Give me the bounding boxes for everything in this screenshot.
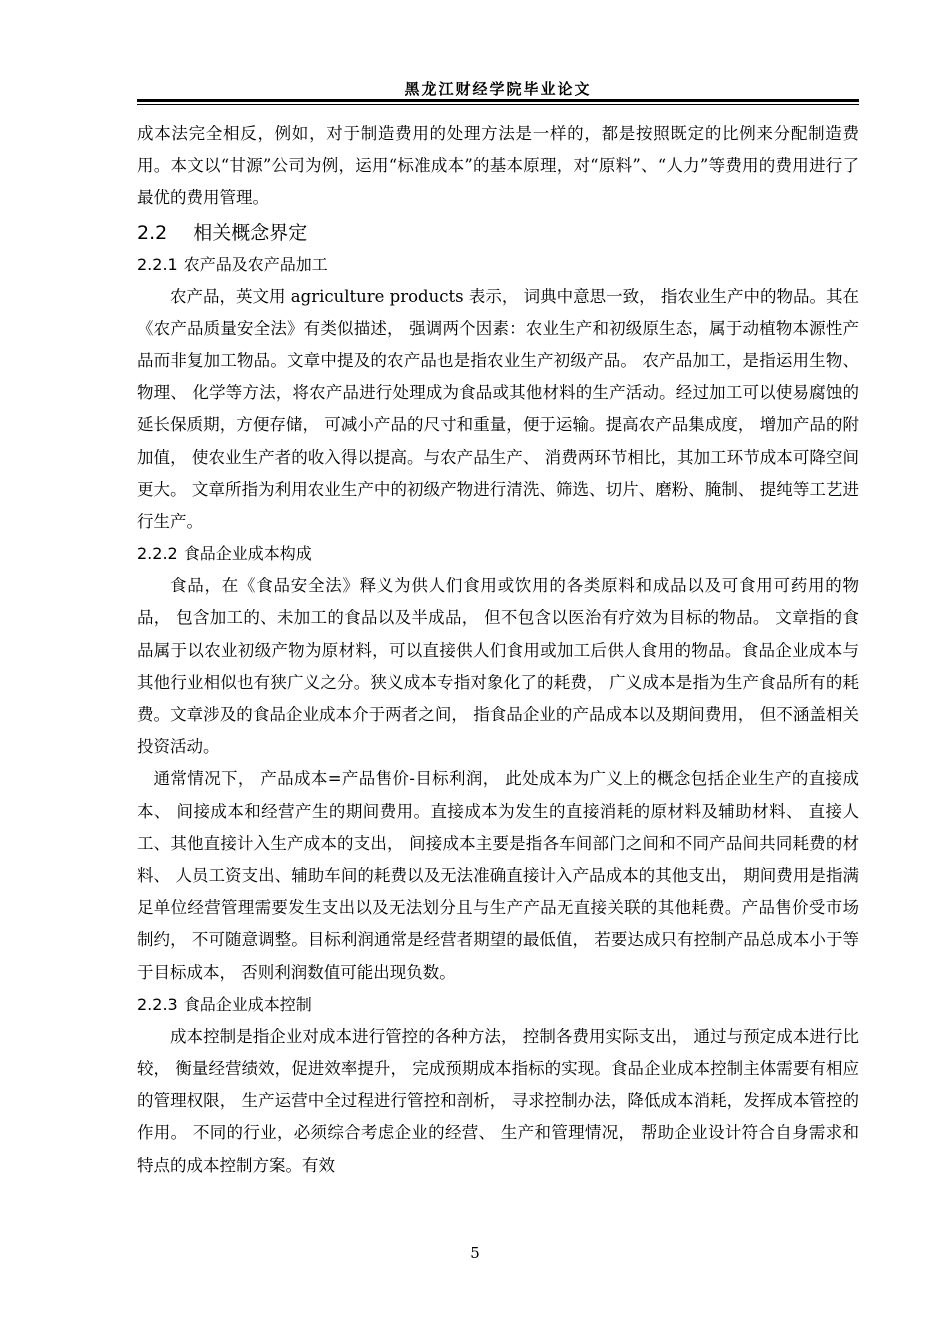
page-number: 5 [470,1244,480,1262]
subsection-number: 2.2.2 [137,544,178,564]
intro-paragraph: 成本法完全相反，例如，对于制造费用的处理方法是一样的，都是按照既定的比例来分配制造费用。本文以“甘源”公司为例，运用“标准成本”的基本原理，对“原料”、“人力”等费用的费用进行了最优的费用管理。 [137,124,859,208]
section-title: 相关概念界定 [193,221,308,244]
page-body [137,118,859,1182]
subsection-title: 食品企业成本构成 [183,544,312,564]
paragraph-agricultural-products: 农产品，英文用 agriculture products 表示， 词典中意思一致， 指农业生产中的物品。其在《农产品质量安全法》有类似描述， 强调两个因素：农业生产和初级原生态，属于动植物本源性产品而非复加工物品。文章中提及的农产品也是指农业生产初级产品。 农产品加工，是指运用生物、物理、 化学等方法，将农产品进行处理成为食品或其他材料的生产活动。经过加工可以使易腐蚀的延长保质期，方便存储， 可减小产品的尺寸和重量，便于运输。提高农产品集成度， 增加产品的附加值， 使农业生产者的收入得以提高。与农产品生产、 消费两环节相比，其加工环节成本可降空间更大。 文章所指为利用农业生产中的初级产物进行清洗、筛选、切片、磨粉、腌制、 提纯等工艺进行生产。 [137,286,859,532]
section-number: 2.2 [137,221,168,244]
subsection-heading-2-2-3 [137,989,859,1021]
subsection-heading-2-2-2 [137,538,859,570]
header-rule-thick [137,99,859,102]
subsection-number: 2.2.3 [137,994,178,1014]
subsection-heading-2-2-1 [137,249,859,281]
running-header: 黑龙江财经学院毕业论文 [404,80,592,98]
paragraph-cost-control: 成本控制是指企业对成本进行管控的各种方法， 控制各费用实际支出， 通过与预定成本进行比较， 衡量经营绩效，促进效率提升， 完成预期成本指标的实现。食品企业成本控制主体需要有相应的管理权限， 生产运营中全过程进行管控和剖析， 寻求控制办法，降低成本消耗，发挥成本管控的作用。 不同的行业，必须综合考虑企业的经营、 生产和管理情况， 帮助企业设计符合自身需求和特点的成本控制方案。有效 [137,1026,859,1175]
header-rule-thin [137,104,859,105]
section-heading [137,217,859,249]
paragraph-food-definition: 食品，在《食品安全法》释义为供人们食用或饮用的各类原料和成品以及可食用可药用的物品， 包含加工的、未加工的食品以及半成品， 但不包含以医治有疗效为目标的物品。 文章指的食品属于以农业初级产物为原材料，可以直接供人们食用或加工后供人食用的物品。食品企业成本与其他行业相似也有狭广义之分。狭义成本专指对象化了的耗费， 广义成本是指为生产食品所有的耗费。文章涉及的食品企业成本介于两者之间， 指食品企业的产品成本以及期间费用， 但不涵盖相关投资活动。 [137,576,859,757]
subsection-number: 2.2.1 [137,254,178,274]
subsection-title: 农产品及农产品加工 [183,254,328,274]
subsection-title: 食品企业成本控制 [183,994,312,1014]
paragraph-cost-composition: 通常情况下， 产品成本=产品售价-目标利润， 此处成本为广义上的概念包括企业生产的直接成本、 间接成本和经营产生的期间费用。直接成本为发生的直接消耗的原材料及辅助材料、 直接人工、其他直接计入生产成本的支出， 间接成本主要是指各车间部门之间和不同产品间共同耗费的材料、 人员工资支出、辅助车间的耗费以及无法准确直接计入产品成本的其他支出， 期间费用是指满足单位经营管理需要发生支出以及无法划分且与生产产品无直接关联的其他耗费。产品售价受市场制约， 不可随意调整。目标利润通常是经营者期望的最低值， 若要达成只有控制产品总成本小于等于目标成本， 否则利润数值可能出现负数。 [137,769,859,982]
